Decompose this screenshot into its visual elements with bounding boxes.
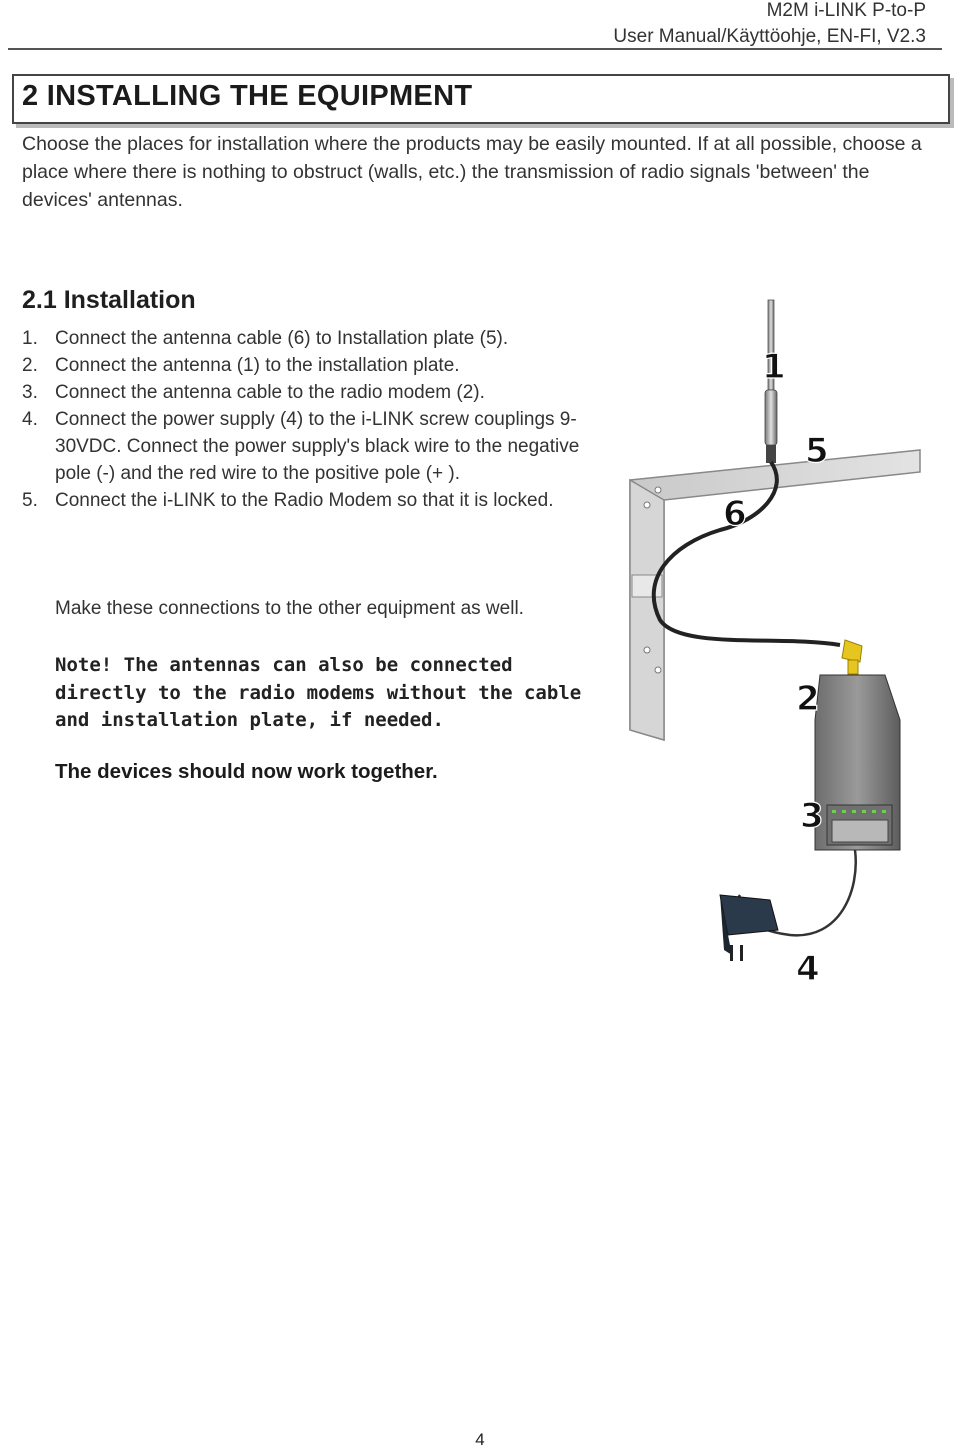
callout-4: 4 xyxy=(796,949,820,989)
step-5 xyxy=(22,487,592,514)
page-number: 4 xyxy=(475,1430,485,1449)
radio-modem xyxy=(815,640,900,850)
installation-illustration xyxy=(620,290,950,1020)
step-number: 2. xyxy=(22,355,38,376)
step-number: 3. xyxy=(22,382,38,403)
power-supply xyxy=(720,895,778,961)
note-paragraph: Note! The antennas can also be connected directly to the radio modems without the cable and installation plate, if needed. xyxy=(55,654,582,731)
step-text: Connect the i-LINK to the Radio Modem so that it is locked. xyxy=(55,490,554,511)
callout-2: 2 xyxy=(796,679,820,719)
section-title: 2 INSTALLING THE EQUIPMENT xyxy=(22,80,473,112)
step-3 xyxy=(22,379,592,406)
step-1 xyxy=(22,325,592,352)
step-number: 5. xyxy=(22,490,38,511)
final-statement: The devices should now work together. xyxy=(55,760,438,783)
header-manual-version: User Manual/Käyttöohje, EN-FI, V2.3 xyxy=(613,26,926,47)
step-text: Connect the antenna cable to the radio modem (2). xyxy=(55,382,485,403)
header-product: M2M i-LINK P-to-P xyxy=(766,0,926,21)
callout-5: 5 xyxy=(805,431,829,471)
callout-3: 3 xyxy=(800,796,824,836)
header-rule xyxy=(8,48,942,50)
step-number: 1. xyxy=(22,328,38,349)
step-number: 4. xyxy=(22,409,38,430)
callout-6: 6 xyxy=(723,494,747,534)
subsection-title: 2.1 Installation xyxy=(22,286,196,314)
step-4 xyxy=(22,406,592,487)
step-2 xyxy=(22,352,592,379)
step-text: Connect the antenna (1) to the installation plate. xyxy=(55,355,460,376)
step-text: Connect the antenna cable (6) to Installation plate (5). xyxy=(55,328,509,349)
step-text: Connect the power supply (4) to the i-LINK screw couplings 9-30VDC. Connect the power supply's black wire to the negative pole (-) and the red wire to the positive pole (+ ). xyxy=(55,409,580,484)
callout-1: 1 xyxy=(762,347,786,387)
intro-paragraph: Choose the places for installation where the products may be easily mounted. If at all possible, choose a place where there is nothing to obstruct (walls, etc.) the transmission of radio signals 'between' the devices' antennas. xyxy=(22,133,922,211)
other-equipment-text: Make these connections to the other equipment as well. xyxy=(55,598,524,619)
installation-steps xyxy=(22,325,592,514)
